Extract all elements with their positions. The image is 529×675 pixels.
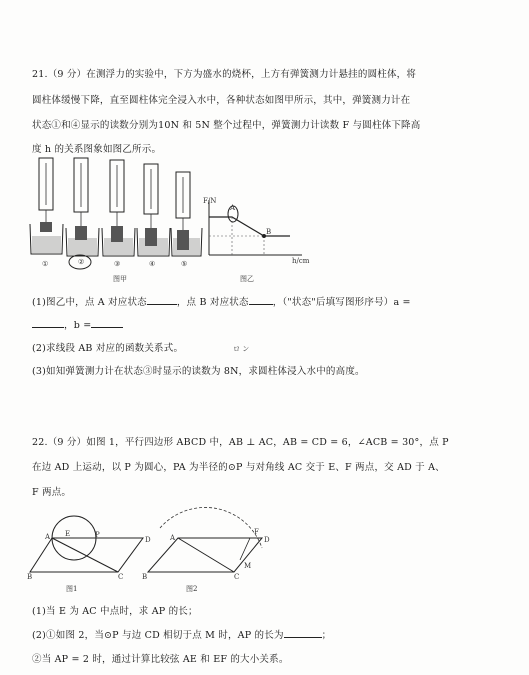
state-label-2: ② (78, 258, 85, 266)
q22-sub2 (32, 627, 331, 641)
q21-sub3: (3)如知弹簧测力计在状态③时显示的读数为 8N，求圆柱体浸入水中的高度。 (32, 366, 365, 377)
q21-sub2: (2)求线段 AB 对应的函数关系式。 (32, 343, 184, 354)
q22-sub2-text-a: (2)①如图 2，当⊙P 与边 CD 相切于点 M 时，AP 的长为 (32, 630, 284, 641)
stray-mark: ロ ン (233, 345, 250, 353)
q22-line2: 在边 AD 上运动，以 P 为圆心，PA 为半径的⊙P 与对角线 AC 交于 E、F 两点，交 AD 于 A、 (32, 462, 445, 473)
state-label-1: ① (42, 260, 49, 268)
fig1-label-p: P (95, 531, 100, 539)
q21-line3: 状态①和④显示的读数分别为10N 和 5N 整个过程中，弹簧测力计读数 F 与圆柱体下降高 (32, 120, 421, 131)
q21-line4: 度 h 的关系图象如图乙所示。 (32, 144, 162, 155)
state-label-4: ④ (149, 260, 156, 268)
q21-line2: 圆柱体缓慢下降，直至圆柱体完全浸入水中，各种状态如图甲所示，其中，弹簧测力计在 (32, 95, 411, 106)
q21-line1: 21.（9 分）在测浮力的实验中，下方为盛水的烧杯，上方有弹簧测力计悬挂的圆柱体，将 (32, 69, 417, 80)
fig-yi-y-unit: F/N (203, 197, 217, 205)
fig-yi-point-b: B (266, 228, 272, 236)
answer-blank-ap (284, 637, 322, 638)
fig-yi-x-unit: h/cm (292, 257, 310, 265)
fig1-label-a: A (45, 533, 51, 541)
fig2-label-a: A (170, 534, 176, 542)
q21-sub1-text-b: ，点 B 对应状态 (176, 297, 249, 308)
q22-sub2-text-b: ； (321, 630, 332, 641)
fig-yi-point-a: A (230, 204, 236, 212)
fig1-label-d: D (145, 536, 151, 544)
fig2-caption: 图2 (186, 585, 198, 593)
fig2-label-b: B (142, 573, 148, 581)
q22-line1: 22.（9 分）如图 1，平行四边形 ABCD 中，AB ⊥ AC，AB = CD = 6，∠ACB = 30°，点 P (32, 437, 449, 448)
q21-sub1-text-d: ，b = (64, 320, 92, 331)
fig1-caption: 图1 (66, 585, 78, 593)
fig2-label-d: D (264, 536, 270, 544)
state-label-5: ⑤ (181, 260, 188, 268)
state-label-3: ③ (114, 260, 121, 268)
fig2-label-m: M (244, 562, 252, 570)
fig-jia-caption: 图甲 (113, 275, 127, 283)
q22-line3: F 两点。 (32, 487, 72, 498)
fig-yi-caption: 图乙 (240, 275, 254, 283)
q21-sub1-text-c: ，（"状态"后填写图形序号）a = (272, 297, 411, 308)
fig1-label-b: B (27, 573, 33, 581)
diagonal-ac-2 (178, 538, 234, 572)
circle-p-arc (160, 507, 262, 548)
q21-sub1-text-a: (1)图乙中，点 A 对应状态 (32, 297, 147, 308)
fig2-label-c: C (234, 573, 240, 581)
q22-sub1: (1)当 E 为 AC 中点时，求 AP 的长； (32, 606, 198, 617)
q22-sub3: ②当 AP = 2 时，通过计算比较弦 AE 和 EF 的大小关系。 (32, 654, 289, 665)
fig1-label-c: C (118, 573, 124, 581)
fig1-label-e: E (65, 530, 71, 538)
fig2-label-f: F (254, 528, 259, 536)
